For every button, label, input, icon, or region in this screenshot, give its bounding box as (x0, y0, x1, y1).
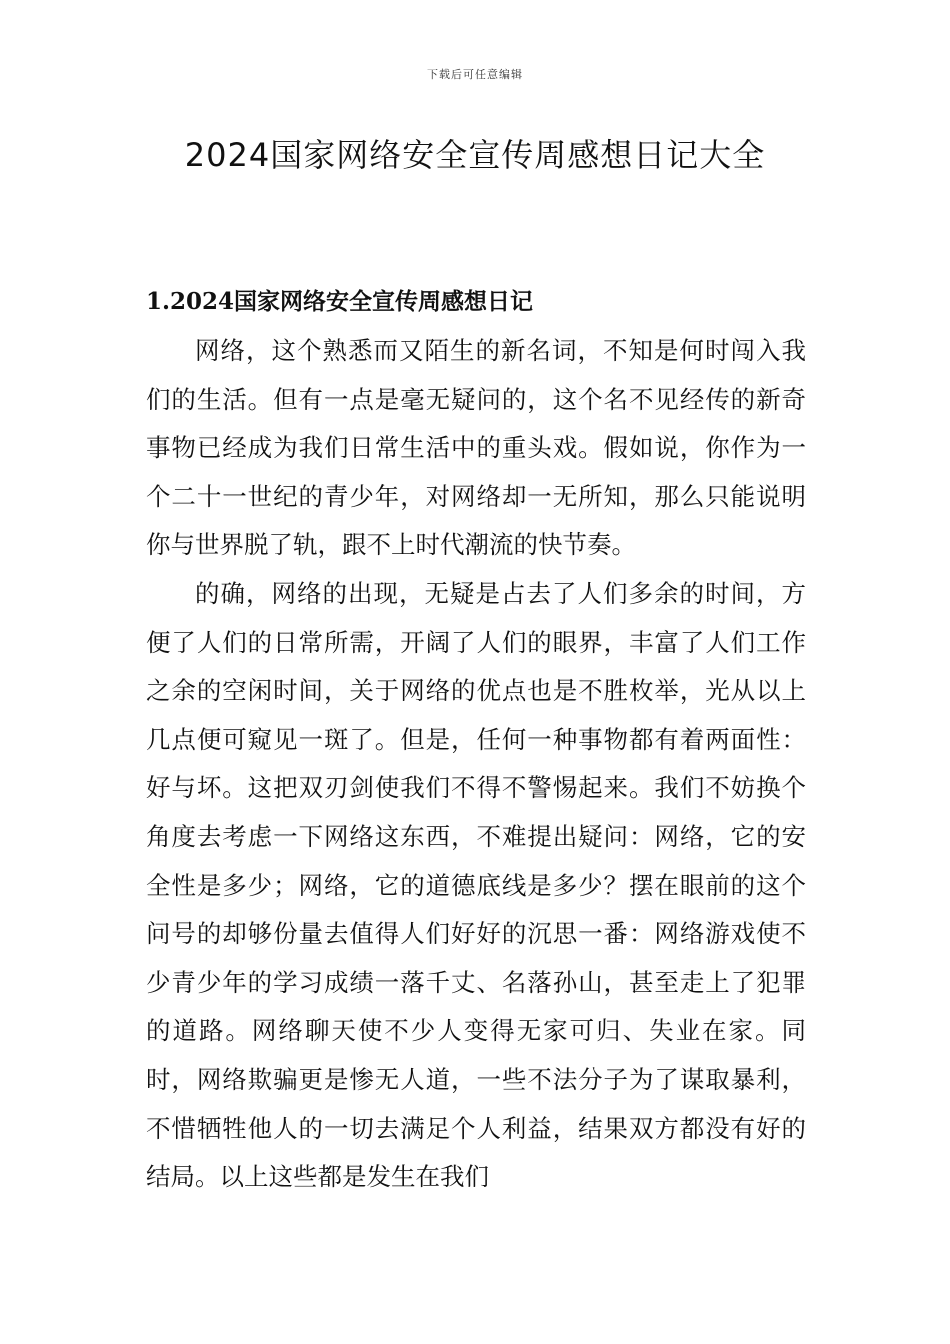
section-heading: 1.2024国家网络安全宣传周感想日记 (146, 288, 534, 315)
document-title: 2024国家网络安全宣传周感想日记大全 (184, 136, 766, 174)
header-note: 下载后可任意编辑 (427, 68, 523, 81)
paragraph: 的确，网络的出现，无疑是占去了人们多余的时间，方便了人们的日常所需，开阔了人们的眼界，丰富了人们工作之余的空闲时间，关于网络的优点也是不胜枚举，光从以上几点便可窥见一斑了。但是，任何一种事物都有着两面性：好与坏。这把双刃剑使我们不得不警惕起来。我们不妨换个角度去考虑一下网络这东西，不难提出疑问：网络，它的安全性是多少；网络，它的道德底线是多少？摆在眼前的这个问号的却够份量去值得人们好好的沉思一番：网络游戏使不少青少年的学习成绩一落千丈、名落孙山，甚至走上了犯罪的道路。网络聊天使不少人变得无家可归、失业在家。同时，网络欺骗更是惨无人道，一些不法分子为了谋取暴利，不惜牺牲他人的一切去满足个人利益，结果双方都没有好的结局。以上这些都是发生在我们 (146, 578, 806, 1192)
body-text (146, 327, 806, 1202)
paragraph: 网络，这个熟悉而又陌生的新名词，不知是何时闯入我们的生活。但有一点是毫无疑问的，这个名不见经传的新奇事物已经成为我们日常生活中的重头戏。假如说，你作为一个二十一世纪的青少年，对网络却一无所知，那么只能说明你与世界脱了轨，跟不上时代潮流的快节奏。 (146, 336, 806, 560)
